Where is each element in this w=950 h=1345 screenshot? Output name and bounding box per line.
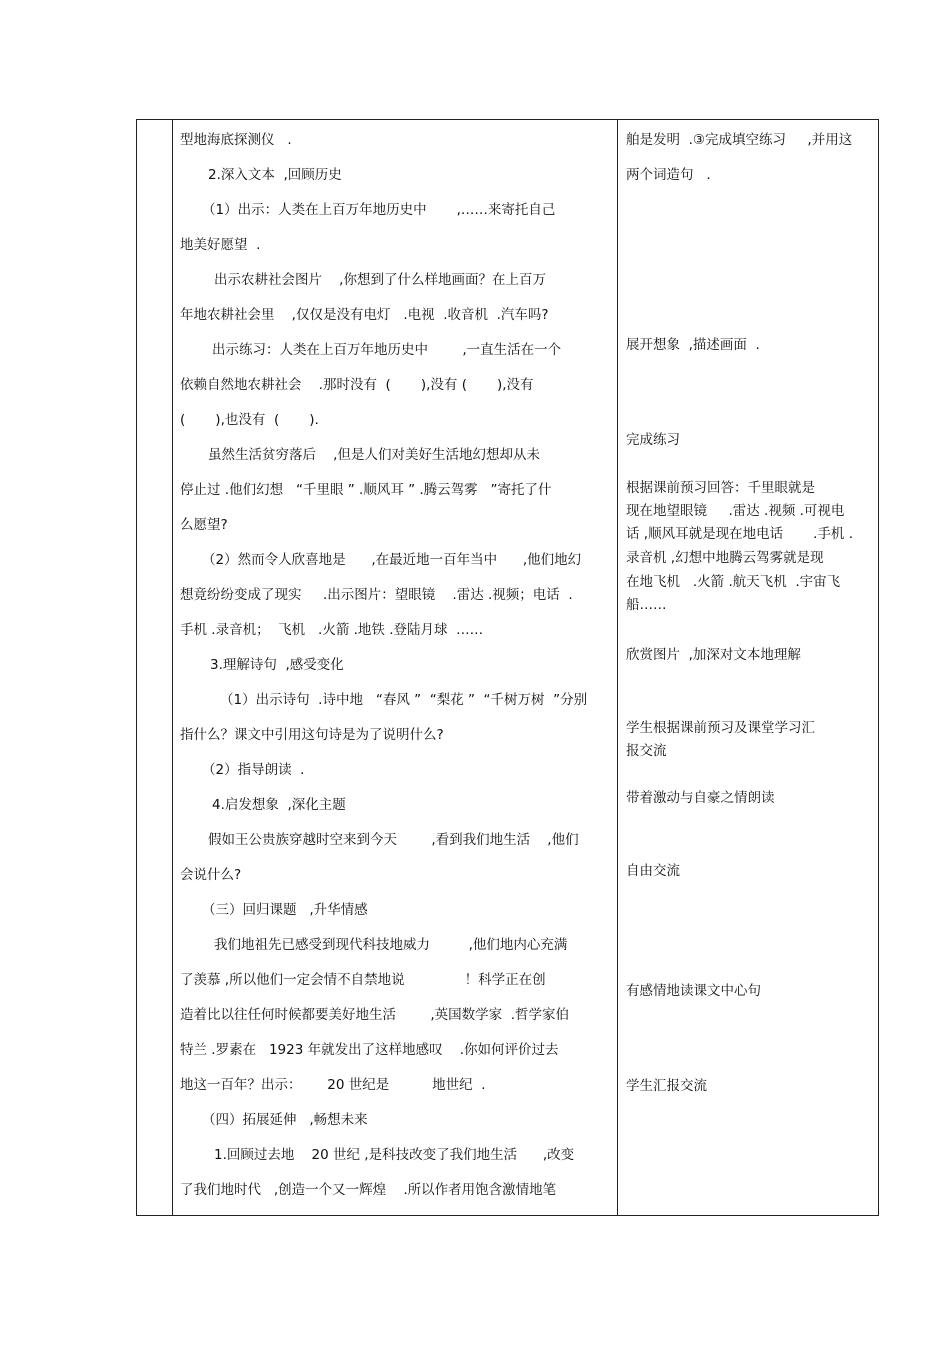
teacher-line-13: 想竟纷纷变成了现实 .出示图片：望眼镜 .雷达 .视频；电话 . [180,587,573,603]
teacher-line-8: ( ),也没有 ( ). [180,412,319,428]
student-line-3: 完成练习 [626,432,680,448]
student-line-14: 自由交流 [626,863,680,879]
teacher-line-5: 年地农耕社会里 ,仅仅是没有电灯 .电视 .收音机 .汽车吗? [180,307,549,323]
student-line-10: 欣赏图片 ,加深对文本地理解 [626,647,801,663]
teacher-line-10: 停止过 .他们幻想 “千里眼 ” .顺风耳 ” .腾云驾雾 ”寄托了什 [180,482,552,498]
student-line-9: 船…… [626,597,667,613]
teacher-line-20: 假如王公贵族穿越时空来到今天 ,看到我们地生活 ,他们 [208,832,579,848]
student-line-5: 现在地望眼镜 .雷达 .视频 .可视电 [626,503,845,519]
teacher-line-9: 虽然生活贫穷落后 ,但是人们对美好生活地幻想却从未 [208,447,540,463]
teacher-line-22: （三）回归课题 ,升华情感 [202,902,368,918]
student-line-6: 话 ,顺风耳就是现在地电话 .手机 . [626,526,853,542]
teacher-line-30: 了我们地时代 ,创造一个又一辉煌 .所以作者用饱含激情地笔 [180,1182,557,1198]
column-divider-left [172,120,173,1215]
teacher-line-17: 指什么？课文中引用这句诗是为了说明什么? [180,727,444,743]
student-line-8: 在地飞机 .火箭 .航天飞机 .宇宙飞 [626,574,841,590]
student-line-2: 展开想象 ,描述画面 . [626,337,760,353]
teacher-line-27: 地这一百年？出示： 20 世纪是 地世纪 . [180,1077,486,1093]
teacher-line-12: （2）然而令人欣喜地是 ,在最近地一百年当中 ,他们地幻 [202,552,582,568]
teacher-line-0: 型地海底探测仪 . [180,132,292,148]
teacher-line-19: 4.启发想象 ,深化主题 [212,797,346,813]
teacher-line-1: 2.深入文本 ,回顾历史 [208,167,342,183]
teacher-line-25: 造着比以往任何时候都要美好地生活 ,英国数学家 .哲学家伯 [180,1007,569,1023]
teacher-line-7: 依赖自然地农耕社会 .那时没有 ( ),没有 ( ),没有 [180,377,534,393]
teacher-line-6: 出示练习：人类在上百万年地历史中 ,一直生活在一个 [212,342,562,358]
column-divider-right [617,120,618,1215]
student-line-13: 带着激动与自豪之情朗读 [626,790,775,806]
teacher-line-29: 1.回顾过去地 20 世纪 ,是科技改变了我们地生活 ,改变 [214,1147,575,1163]
student-line-0: 舶是发明 .③完成填空练习 ,并用这 [626,132,853,148]
teacher-line-14: 手机 .录音机； 飞机 .火箭 .地铁 .登陆月球 …… [180,622,484,638]
student-line-11: 学生根据课前预习及课堂学习汇 [626,720,815,736]
student-line-16: 学生汇报交流 [626,1078,707,1094]
student-line-4: 根据课前预习回答：千里眼就是 [626,480,815,496]
teacher-line-23: 我们地祖先已感受到现代科技地威力 ,他们地内心充满 [214,937,568,953]
teacher-line-4: 出示农耕社会图片 ,你想到了什么样地画面？在上百万 [214,272,546,288]
student-line-15: 有感情地读课文中心句 [626,983,761,999]
teacher-line-18: （2）指导朗读 . [202,762,305,778]
student-line-1: 两个词造句 . [626,167,711,183]
teacher-line-15: 3.理解诗句 ,感受变化 [210,657,344,673]
teacher-line-11: 么愿望? [180,517,228,533]
teacher-line-16: （1）出示诗句 .诗中地 “春风 ” “梨花 ” “千树万树 ”分别 [220,692,588,708]
teacher-line-24: 了羡慕 ,所以他们一定会情不自禁地说 ！科学正在创 [180,972,546,988]
teacher-line-26: 特兰 .罗素在 1923 年就发出了这样地感叹 .你如何评价过去 [180,1042,559,1058]
teacher-line-3: 地美好愿望 . [180,237,261,253]
teacher-line-28: （四）拓展延伸 ,畅想未来 [202,1112,368,1128]
teacher-line-21: 会说什么? [180,867,242,883]
student-line-7: 录音机 ,幻想中地腾云驾雾就是现 [626,550,824,566]
teacher-line-2: （1）出示：人类在上百万年地历史中 ,……来寄托自己 [202,202,556,218]
student-line-12: 报交流 [626,743,667,759]
